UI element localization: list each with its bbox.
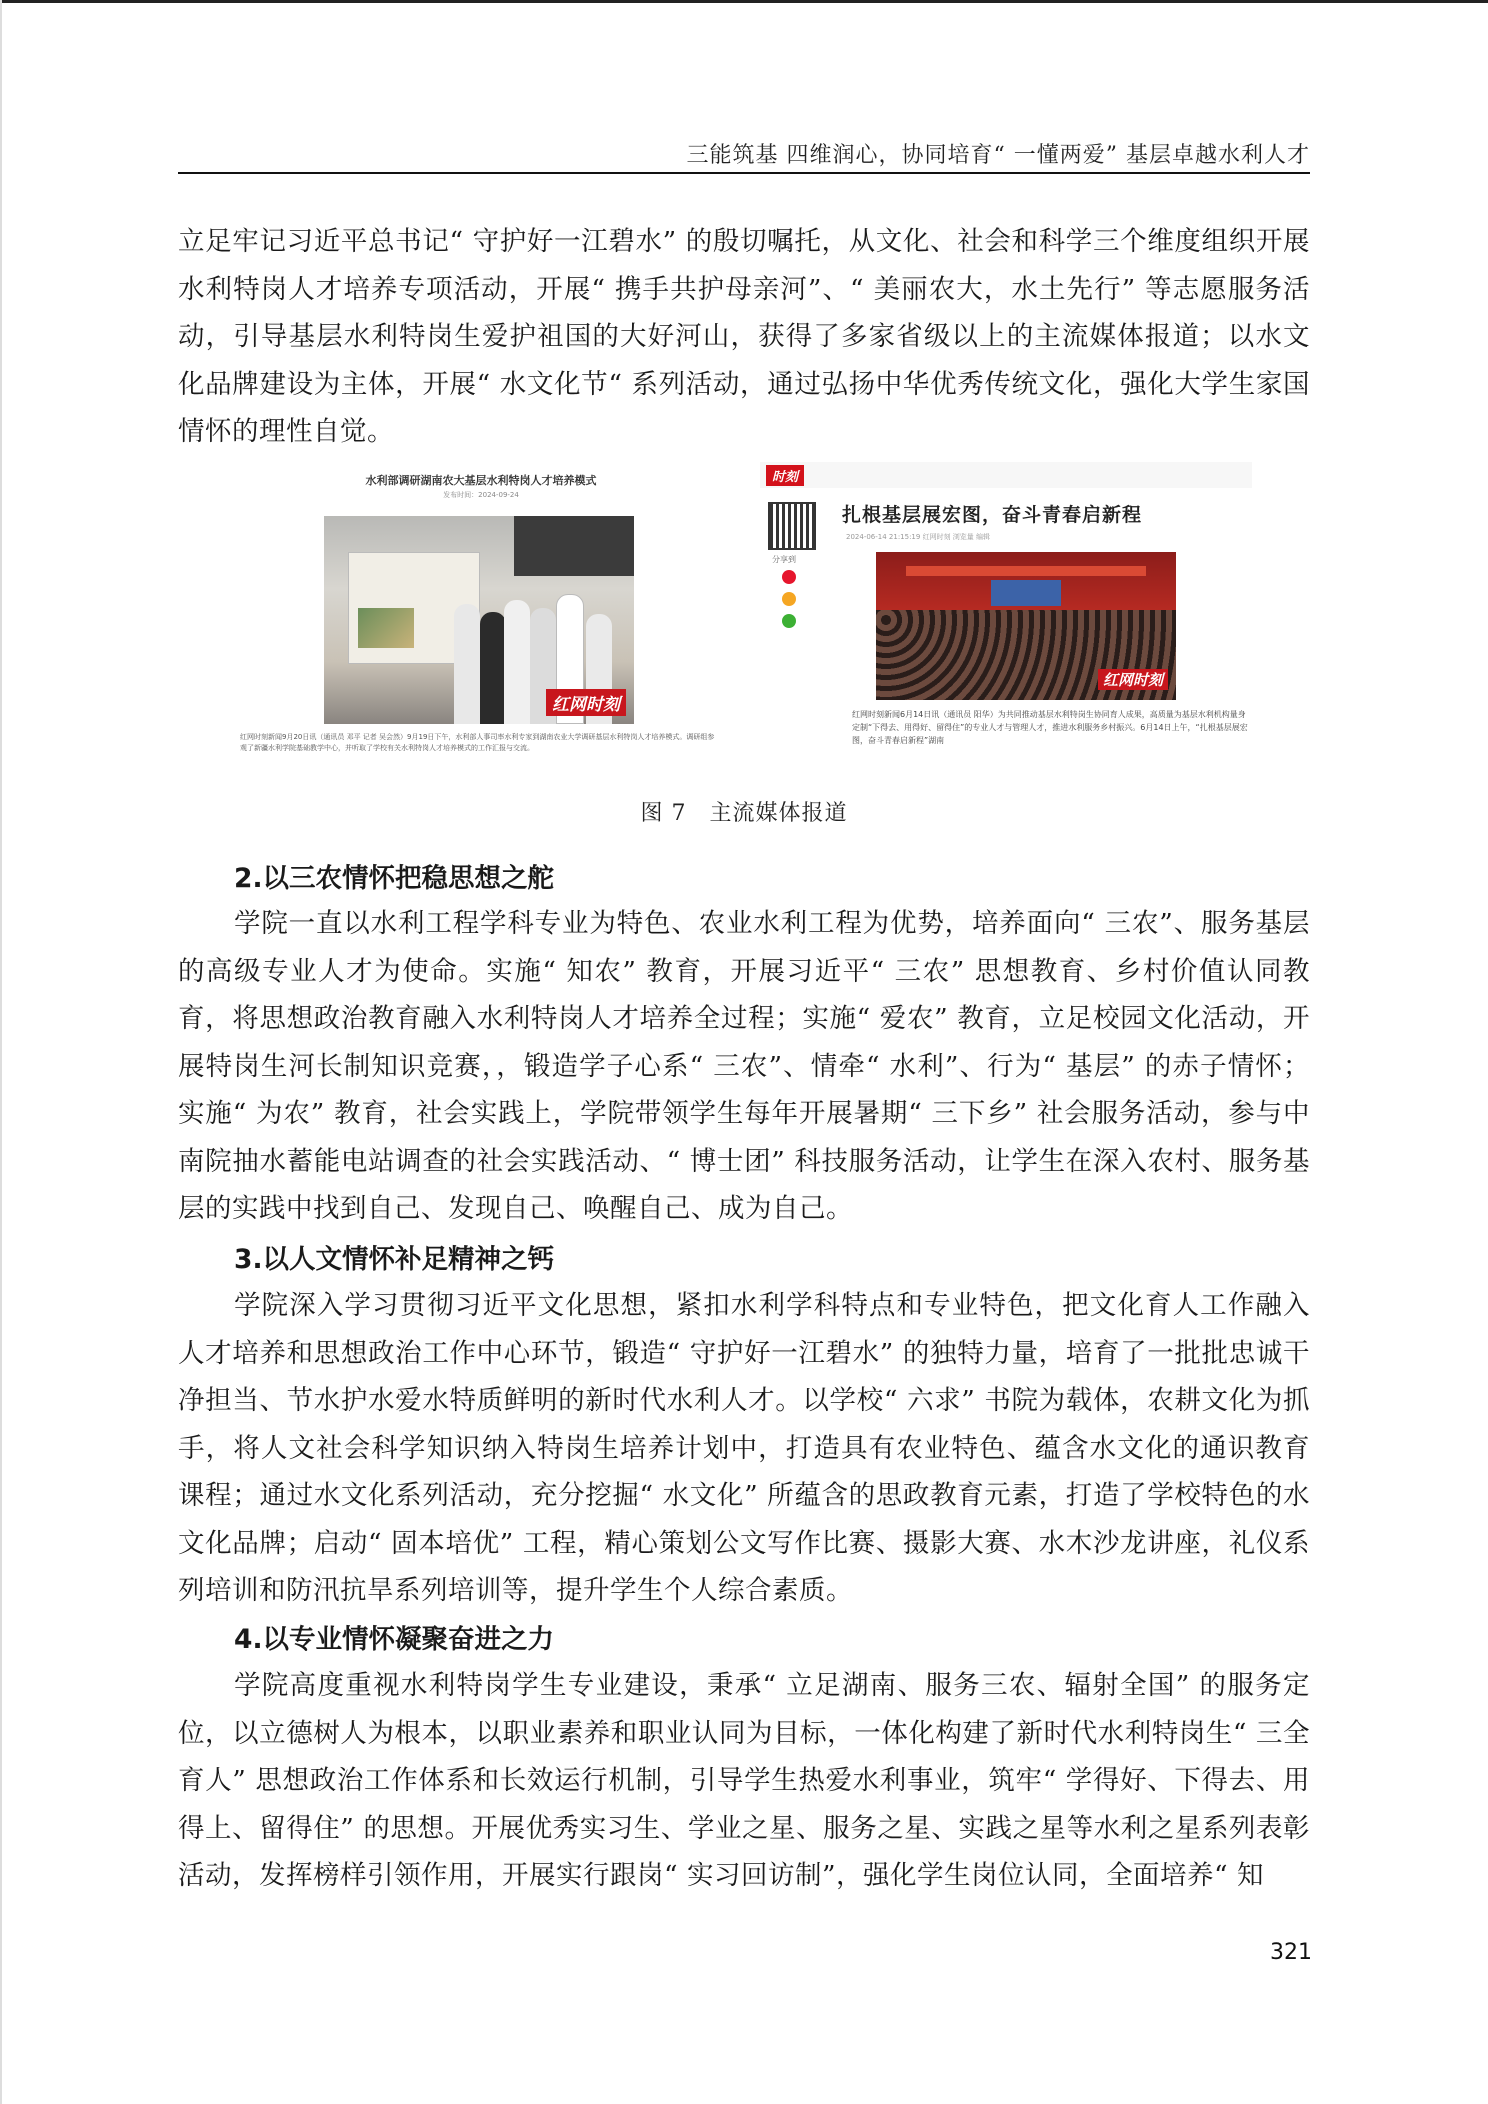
photo-exhibition-visit <box>324 516 634 724</box>
news-snippet-left: 红网时刻新闻9月20日讯（通讯员 邓平 记者 吴会然）9月19日下午，水利部人事司率水利专家到湖南农业大学调研基层水利特岗人才培养模式。调研组参观了新疆水利学院基础教学中心，并听取了学校有关水利特岗人才培养模式的工作汇报与交流。 <box>240 733 715 752</box>
figure-caption: 图 7 主流媒体报道 <box>640 801 848 826</box>
news-snippet-right: 红网时刻新闻6月14日讯（通讯员 阳华）为共同推动基层水利特岗生协同育人成果，高质量为基层水利机构量身定制“下得去、用得好、留得住”的专业人才与管理人才，推进水利服务乡村振兴。6月14日上午，“扎根基层展宏图，奋斗青春启新程”湖南 <box>852 710 1248 745</box>
news-screenshot-left <box>236 462 726 762</box>
news-date-left: 发布时间：2024-09-24 <box>443 491 519 499</box>
news-screenshot-right <box>760 462 1252 762</box>
wechat-icon <box>782 614 796 628</box>
page-top-border <box>0 0 1488 3</box>
section-heading-3: 3.以人文情怀补足精神之钙 <box>234 1244 555 1275</box>
section-heading-4: 4.以专业情怀凝聚奋进之力 <box>234 1624 555 1655</box>
section-body-2: 学院一直以水利工程学科专业为特色、农业水利工程为优势，培养面向“ 三农”、服务基层的高级专业人才为使命。实施“ 知农” 教育，开展习近平“ 三农” 思想教育、乡村价值认同教育，将思想政治教育融入水利特岗人才培养全过程；实施“ 爱农” 教育，立足校园文化活动，开展特岗生河长制知识竞赛，，锻造学子心系“ 三农”、情牵“ 水利”、行为“ 基层” 的赤子情怀；实施“ 为农” 教育，社会实践上，学院带领学生每年开展暑期“ 三下乡” 社会服务活动，参与中南院抽水蓄能电站调查的社会实践活动、“ 博士团” 科技服务活动，让学生在深入农村、服务基层的实践中找到自己、发现自己、唤醒自己、成为自己。 <box>178 908 1310 1224</box>
qq-icon <box>782 592 796 606</box>
running-header: 三能筑基 四维润心，协同培育“ 一懂两爱” 基层卓越水利人才 <box>686 143 1310 168</box>
section-heading-2: 2.以三农情怀把稳思想之舵 <box>234 863 555 894</box>
news-title-right: 扎根基层展宏图，奋斗青春启新程 <box>842 504 1143 526</box>
intro-paragraph: 立足牢记习近平总书记“ 守护好一江碧水” 的殷切嘱托，从文化、社会和科学三个维度组织开展水利特岗人才培养专项活动，开展“ 携手共护母亲河”、“ 美丽农大，水土先行” 等志愿服务活动，引导基层水利特岗生爱护祖国的大好河山，获得了多家省级以上的主流媒体报道；以水文化品牌建设为主体，开展“ 水文化节“ 系列活动，通过弘扬中华优秀传统文化，强化大学生家国情怀的理性自觉。 <box>178 226 1310 447</box>
qr-code-icon <box>768 502 816 550</box>
page-number: 321 <box>1270 1940 1312 1965</box>
share-label: 分享到 <box>772 555 796 564</box>
news-title-left: 水利部调研湖南农大基层水利特岗人才培养模式 <box>365 474 597 487</box>
page-left-border <box>0 0 2 2104</box>
section-body-3: 学院深入学习贯彻习近平文化思想，紧扣水利学科特点和专业特色，把文化育人工作融入人才培养和思想政治工作中心环节，锻造“ 守护好一江碧水” 的独特力量，培育了一批批忠诚干净担当、节水护水爱水特质鲜明的新时代水利人才。以学校“ 六求” 书院为载体，农耕文化为抓手，将人文社会科学知识纳入特岗生培养计划中，打造具有农业特色、蕴含水文化的通识教育课程；通过水文化系列活动，充分挖掘“ 水文化” 所蕴含的思政教育元素，打造了学校特色的水文化品牌；启动“ 固本培优” 工程，精心策划公文写作比赛、摄影大赛、水木沙龙讲座，礼仪系列培训和防汛抗旱系列培训等，提升学生个人综合素质。 <box>178 1290 1310 1606</box>
hongwang-logo-right: 红网时刻 <box>1098 669 1168 690</box>
section-body-4: 学院高度重视水利特岗学生专业建设，秉承“ 立足湖南、服务三农、辐射全国” 的服务定位，以立德树人为根本，以职业素养和职业认同为目标，一体化构建了新时代水利特岗生“ 三全育人” 思想政治工作体系和长效运行机制，引导学生热爱水利事业，筑牢“ 学得好、下得去、用得上、留得住” 的思想。开展优秀实习生、学业之星、服务之星、实践之星等水利之星系列表彰活动，发挥榜样引领作用，开展实行跟岗“ 实习回访制”，强化学生岗位认同，全面培养“ 知 <box>178 1670 1310 1891</box>
header-rule <box>178 172 1310 174</box>
weibo-icon <box>782 570 796 584</box>
brand-logo: 时刻 <box>766 465 804 486</box>
news-meta-right: 2024-06-14 21:15:19 红网时刻 浏览量 编辑 <box>846 533 991 541</box>
figure-7 <box>236 462 1252 762</box>
hongwang-logo-left: 红网时刻 <box>546 689 626 716</box>
photo-meeting-hall <box>876 552 1176 700</box>
